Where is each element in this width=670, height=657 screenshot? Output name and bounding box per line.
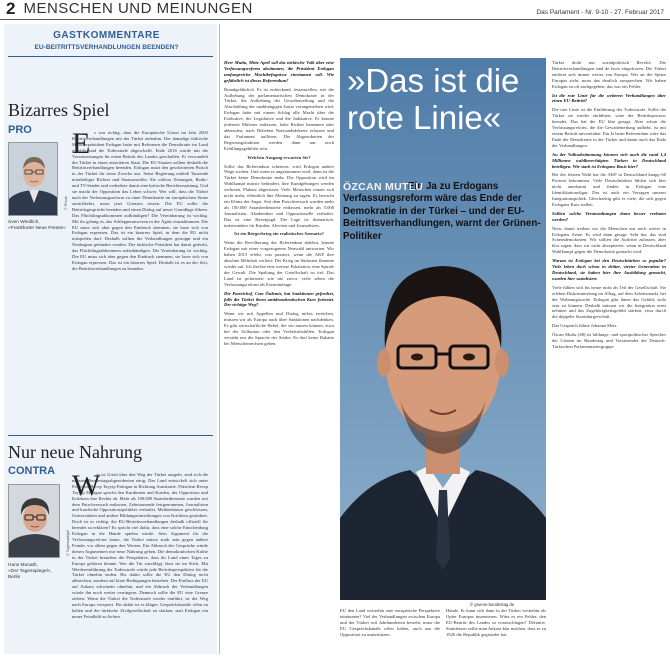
pro-author-caption: Sven Weidlich, »Frankfurter Neue Presse« xyxy=(8,220,66,231)
photo-credit: © Privat xyxy=(64,196,68,210)
interview-question: Herr Mutlu, Mitte April soll das türkische Volk über eine Verfassungsreform abstimmen, die Präsident Erdogan umfangreiche Machtbefugnisse einräumen soll. Wie gefährlich ist dieses Referendum? xyxy=(224,60,334,83)
interview-column-2 xyxy=(552,60,666,650)
contra-dropcap: W xyxy=(72,469,101,502)
interview-question: Sollten solche Veranstaltungen dann besser verboten werden? xyxy=(552,210,666,222)
interview-question: Warum ist Erdogan bei den Deutschtürken so populär? Viele leben doch schon in dritter, vierter Generation in Deutschland, sie haben hier ihre Ausbildung gemacht, wurden hier sozialisiert. xyxy=(552,258,666,281)
contra-author-caption: Hans Monath, »Der Tagesspiegel«, Berlin xyxy=(8,563,52,580)
page-number: 2 xyxy=(6,0,16,18)
interview-answer: Nein, damit treiben wir die Menschen nur noch weiter in Erdogans Arme. Es wird dann gesagt: Seht her, das sind Scheindemokraten. Wir sollten die Auftritte zulassen, aber klar sagen, dass wir nicht akzeptieren, wenn in Deutschland Wahlkampf gegen die Demokratie gemacht wird. xyxy=(552,225,666,255)
interview-lead: Ein Ja zu Erdogans Verfassungsreform wäre das Ende der Demokratie in der Türkei – und der EU-Beitrittsverhandlungen, warnt der Grünen-Politiker xyxy=(343,181,541,242)
interview-answer: Bei der letzten Wahl hat die AKP in Deutschland knapp 60 Prozent bekommen. Viele Deutschtürken fühlen sich hier nicht anerkannt und finden in Erdogan eine Identifikationsfigur. Das ist auch ein Versagen unserer Integrationspolitik. Gleichzeitig gibt es viele, die sich gegen Erdogans Kurs stellen. xyxy=(552,172,666,207)
interview-answer: Viele fühlen sich bis heute nicht als Teil der Gesellschaft. Sie erleben Diskriminierung im Alltag, auf dem Arbeitsmarkt, bei der Wohnungssuche. Erdogan gibt ihnen das Gefühl, stolz sein zu können. Deshalb müssen wir die Integration ernst nehmen und das Zugehörigkeitsgefühl stärken, etwa durch die doppelte Staatsbürgerschaft. xyxy=(552,284,666,320)
interview-answer: Wenn wir mit Appellen und Dialog nichts erreichen, müssen wir als Europa auch über Sanktionen nachdenken. Es gibt wirtschaftliche Hebel, die wir nutzen können, etwa bei der Zollunion oder den Vorbeitrittshilfen. Erdogan versteht nur die Sprache der Stärke. Es darf keine Rabatte bei Menschenrechten geben. xyxy=(224,311,334,346)
avatar xyxy=(8,142,58,216)
section-title: MENSCHEN UND MEINUNGEN xyxy=(23,0,253,17)
photo-credit: © Tagesspiegel xyxy=(66,530,70,556)
photo-credit: © gruene-bundestag.de xyxy=(470,602,515,607)
interviewee-name: ÖZCAN MUTLU xyxy=(343,181,424,193)
portrait-contra xyxy=(9,485,60,558)
commentary-subkicker: EU-BEITRITTSVERHANDLUNGEN BEENDEN? xyxy=(34,44,179,51)
divider xyxy=(8,56,213,57)
interview-question: Ist die rote Linie für die weiteren Verhandlungen über einen EU-Beitritt? xyxy=(552,92,666,104)
pro-dropcap: E xyxy=(72,127,91,160)
commentary-kicker: GASTKOMMENTARE xyxy=(53,30,160,41)
interview-subhead: Welchen Ausgang erwarten Sie? xyxy=(247,154,311,160)
avatar xyxy=(8,484,60,558)
contra-headline: Nur neue Nahrung xyxy=(8,442,142,462)
interview-hero xyxy=(340,58,546,600)
pro-headline: Bizarres Spiel xyxy=(8,100,110,120)
portrait-pro xyxy=(9,143,58,216)
interview-column-1 xyxy=(224,60,334,604)
interview-answer: Özcan Mutlu (48) ist bildungs- und sportpolitischer Sprecher der Grünen im Bundestag und Vorsitzender der Deutsch-Türkischen Parlamentariergruppe. xyxy=(552,332,666,349)
pro-text: s war richtig, dass die Europäische Union im Jahr 2005 Beitrittsverhandlungen mit der Türkei aufnahm. Der damalige türkische Ministerpräsident Erdogan hatte mit Reformen die Demokratie im Land gestärkt und die Todesstrafe abgeschafft. Ende 2016 wurde mit die Voraussetzungen für einen Beitritt des Landes geschaffen. Er verwandelt die Türkei in einen autoritären Staat. Die EU-Staaten sollten deshalb die Beitrittsverhandlungen beenden. Erdogan nutzt den gescheiterten Putsch in der Türkei für seine Zwecke aus. Seine Regierung entließ Tausende missliebiger Richter und Staatsanwälte. Sie schloss Zeitungen, Radio- und TV-Sender und verhaftete damit eine kritische Berichterstattung. Und sie macht der Opposition das Leben schwer. Wer will, dass die Türkei nach der Verfassungsreform zu einer Demokratie im europäischen Sinne zurückkehrt, muss jetzt Grenzen setzen. Die EU sollte die Beitrittsgespräche beenden und einen Dialog auf neuer Grundlage führen. Das Flüchtlingsabkommen aufkündigen? Die Vereinbarung ist wichtig. Mit ihr gelang es, das Schlepperunwesen in der Ägäis einzudämmen. Die EU muss sich aber gegen den Eindruck stemmen, sie lasse sich von Erdogan erpressen. Das ist ein bizarres Spiel, in dem die EU nicht mitspielen darf. Deshalb sollten die Verhandlungen gestoppt und ein Neubeginn gefunden werden. Der türkische Präsident hat damit gedroht, das Flüchtlingsabkommen aufzukündigen. Die Vereinbarung ist wichtig. Die EU muss sich aber gegen den Eindruck stemmen, sie lasse sich von Erdogan erpressen. Das ist ein bizarres Spiel. Deshalb ist es an der Zeit, die Beitrittsverhandlungen zu beenden. xyxy=(72,130,208,271)
interview-answer: Brandgefährlich. Es ist erdrückend, festzustellen, wie die Aufhebung der parlamentarischen Demokratie in der Türkei, die Aufhebung der Gewaltenteilung und die Abschaffung der unabhängigen Justiz vorangetrieben wird. Erdogan hätte mit einem Schlag alle Macht über die Exekutive, die Legislative und die Judikative. Er könnte jederzeit Minister entlassen, hohe Richter benennen oder abberufen, nach Belieben Notstandsdekrete erlassen und das Parlament auflösen. Die Abgeordneten der Regierungsfraktion werden dann nur noch Erfüllungsgehilfen sein. xyxy=(224,86,334,151)
interview-answer: Das Gespräch führte Johanna Metz. xyxy=(552,323,618,329)
interview-question: Die Parteichef, Cem Özdemir, hat Sanktionen gefordert, falls die Türkei ihren antidemokratischen Kurs fortsetzt. Der richtige Weg? xyxy=(224,290,334,308)
interview-answer: Die rote Linie ist die Einführung der Todesstrafe. Sollte die Türkei sie wieder einführen, wäre der Beitrittsprozess beendet. Das hat die EU klar gesagt. Aber schon die Verfassungsreform, die die Gewaltenteilung aufhebt, ist mit einem Beitritt unvereinbar. Ein Ja beim Referendum wäre das Ende der Demokratie in der Türkei und damit auch das Ende der Verhandlungen. xyxy=(552,107,666,148)
issue-meta: Das Parlament - Nr. 9-10 - 27. Februar 2017 xyxy=(536,9,664,16)
interview-bottom-left: EU den Land weiterhin eine europäische Perspektive einräumen? Viel der Verhandlungen zwischen Europa und der Türkei seit Jahrhunderten besteht, muss die EU Gesprächskanäle offen halten, auch um die Opposition zu unterstützen. xyxy=(340,608,440,637)
divider xyxy=(8,435,213,436)
contra-label: CONTRA xyxy=(8,465,56,477)
interview-answer: Wenn die Bevölkerung das Referendum ablehnt, könnte Erdogan mit einer vorgezogenen Neuwahl antworten. Wir haben 2015 erlebt, was passiert, wenn die AKP ihre absolute Mehrheit verliert: Der Krieg im Südosten flammte wieder auf. Ich fürchte eine weitere Eskalation, eine Spirale der Gewalt. Die Spaltung der Gesellschaft ist tief. Das Land ist polarisiert wie nie zuvor, viele sehen die Verfassungsreform als Existenzfrage. xyxy=(224,240,334,287)
interview-subhead: Ist ein Bürgerkrieg ein realistisches Szenario? xyxy=(234,231,324,237)
interview-answer: Türkei droht nur sozialpolitisch Revolte. Die Beitrittsverhandlungen sind de facto eingefroren. Die Türkei entfernt sich immer weiter von Europa. Wer an der Spitze Europas steht, muss das deutlich aussprechen. Wir haben Erdogan zu oft nachgegeben, das war ein Fehler. xyxy=(552,60,666,89)
interview-bottom-right: Hände. Er kann sich dann in der Türkei weiterhin als Opfer Europas inszenieren. Wäre es ein Fehler, den EU-Beitritt des Landes so vorzuschlagen? Definitiv. Stattdessen sollte man Ankara klar machen, dass es zu 1926 die Republik gegründet hat. xyxy=(446,608,546,637)
pro-label: PRO xyxy=(8,124,32,136)
portrait-interviewee xyxy=(340,58,546,600)
interview-question: An der Volksabstimmung können sich auch die rund 1,4 Millionen wahlberechtigten Türken in Deutschland beteiligen. Wie stark ist Erdogans Basis hier? xyxy=(552,151,666,169)
page-header xyxy=(0,0,670,20)
contra-text: as ist Urteil über den Weg der Türkei ausgeht, sind sich die meisten Bundestagsabgeordneten einig: Das Land entwickelt sich unter Präsident Recep Tayyip Erdogan in Richtung Autokratie. Präsident Recep Tayyip Erdogan spricht den Kurdinnen und Kurden, der Opposition und Kritikern ihre Rechte ab. Mehr als 100.000 Staatsbedienstete wurden seit dem Putschversuch entlassen, Zehntausende festgenommen, Journalisten und kurdische Oppositionspolitiker verhaftet. Medienhäuser geschlossen, Universitäten und andere Bildungseinrichtungen von Kritikern gesäubert. Doch ist es richtig, die EU-Beitrittsverhandlungen deshalb offiziell für beendet zu erklären? Es spricht viel dafür, dass eine solche Entscheidung Erdogan in die Hände spielen würde. Sein Argument für die Verfassungsreform lautet, die Türkei müsse stark sein gegen äußere Feinde, vor allem gegen den Westen. Ein Abbruch der Gespräche würde diesen Argumenten nur neue Nahrung geben. Die demokratischen Kräfte in der Türkei brauchen die Perspektive, dass ihr Land eines Tages zu Europa gehören könnte. Wer die Tür zuschlägt, lässt sie im Stich. Mit Wiedereinführung der Todesstrafe würde jede Beitrittsperspektive für die Türkei ohnehin enden. Bis dahin sollte die EU den Dialog nicht abbrechen, sondern auf klare Bedingungen bestehen. Der Einfluss der EU auf Ankara schwindet ohnehin, und ein Abbruch der Verhandlungen würde ihn noch weiter verringern. Dennoch sollte die EU eine Grenze ziehen: Wenn die Türkei die Todesstrafe wieder einführt, ist der Weg nach Europa versperrt. Bis dahin ist es klüger, Gesprächskanäle offen zu halten und die türkische Zivilgesellschaft zu stärken, statt Erdogan ein neues Feindbild zu liefern. xyxy=(72,472,208,619)
interview-headline: »Das ist die rote Linie« xyxy=(347,62,520,136)
column-rule xyxy=(219,24,220,654)
interview-answer: Sollte das Referendum scheitern, wird Erdogan andere Wege suchen. Und wenn es angenommen wird, dann ist die Türkei keine Demokratie mehr. Die Opposition wird im Wahlkampf massiv behindert, ihre Kundgebungen werden verboten, Plakate abgerissen. Viele Menschen trauen sich nicht mehr, öffentlich ihre Meinung zu sagen. Es herrscht ein Klima der Angst. Seit dem Putschversuch wurden mehr als 100.000 Staatsbedienstete entlassen, mehr als 5.000 Journalisten, Akademiker und Oppositionelle verhaftet. Das ist eine Hexenjagd. Die Lage ist dramatisch, insbesondere für Kurden, Aleviten und Journalisten. xyxy=(224,163,334,228)
